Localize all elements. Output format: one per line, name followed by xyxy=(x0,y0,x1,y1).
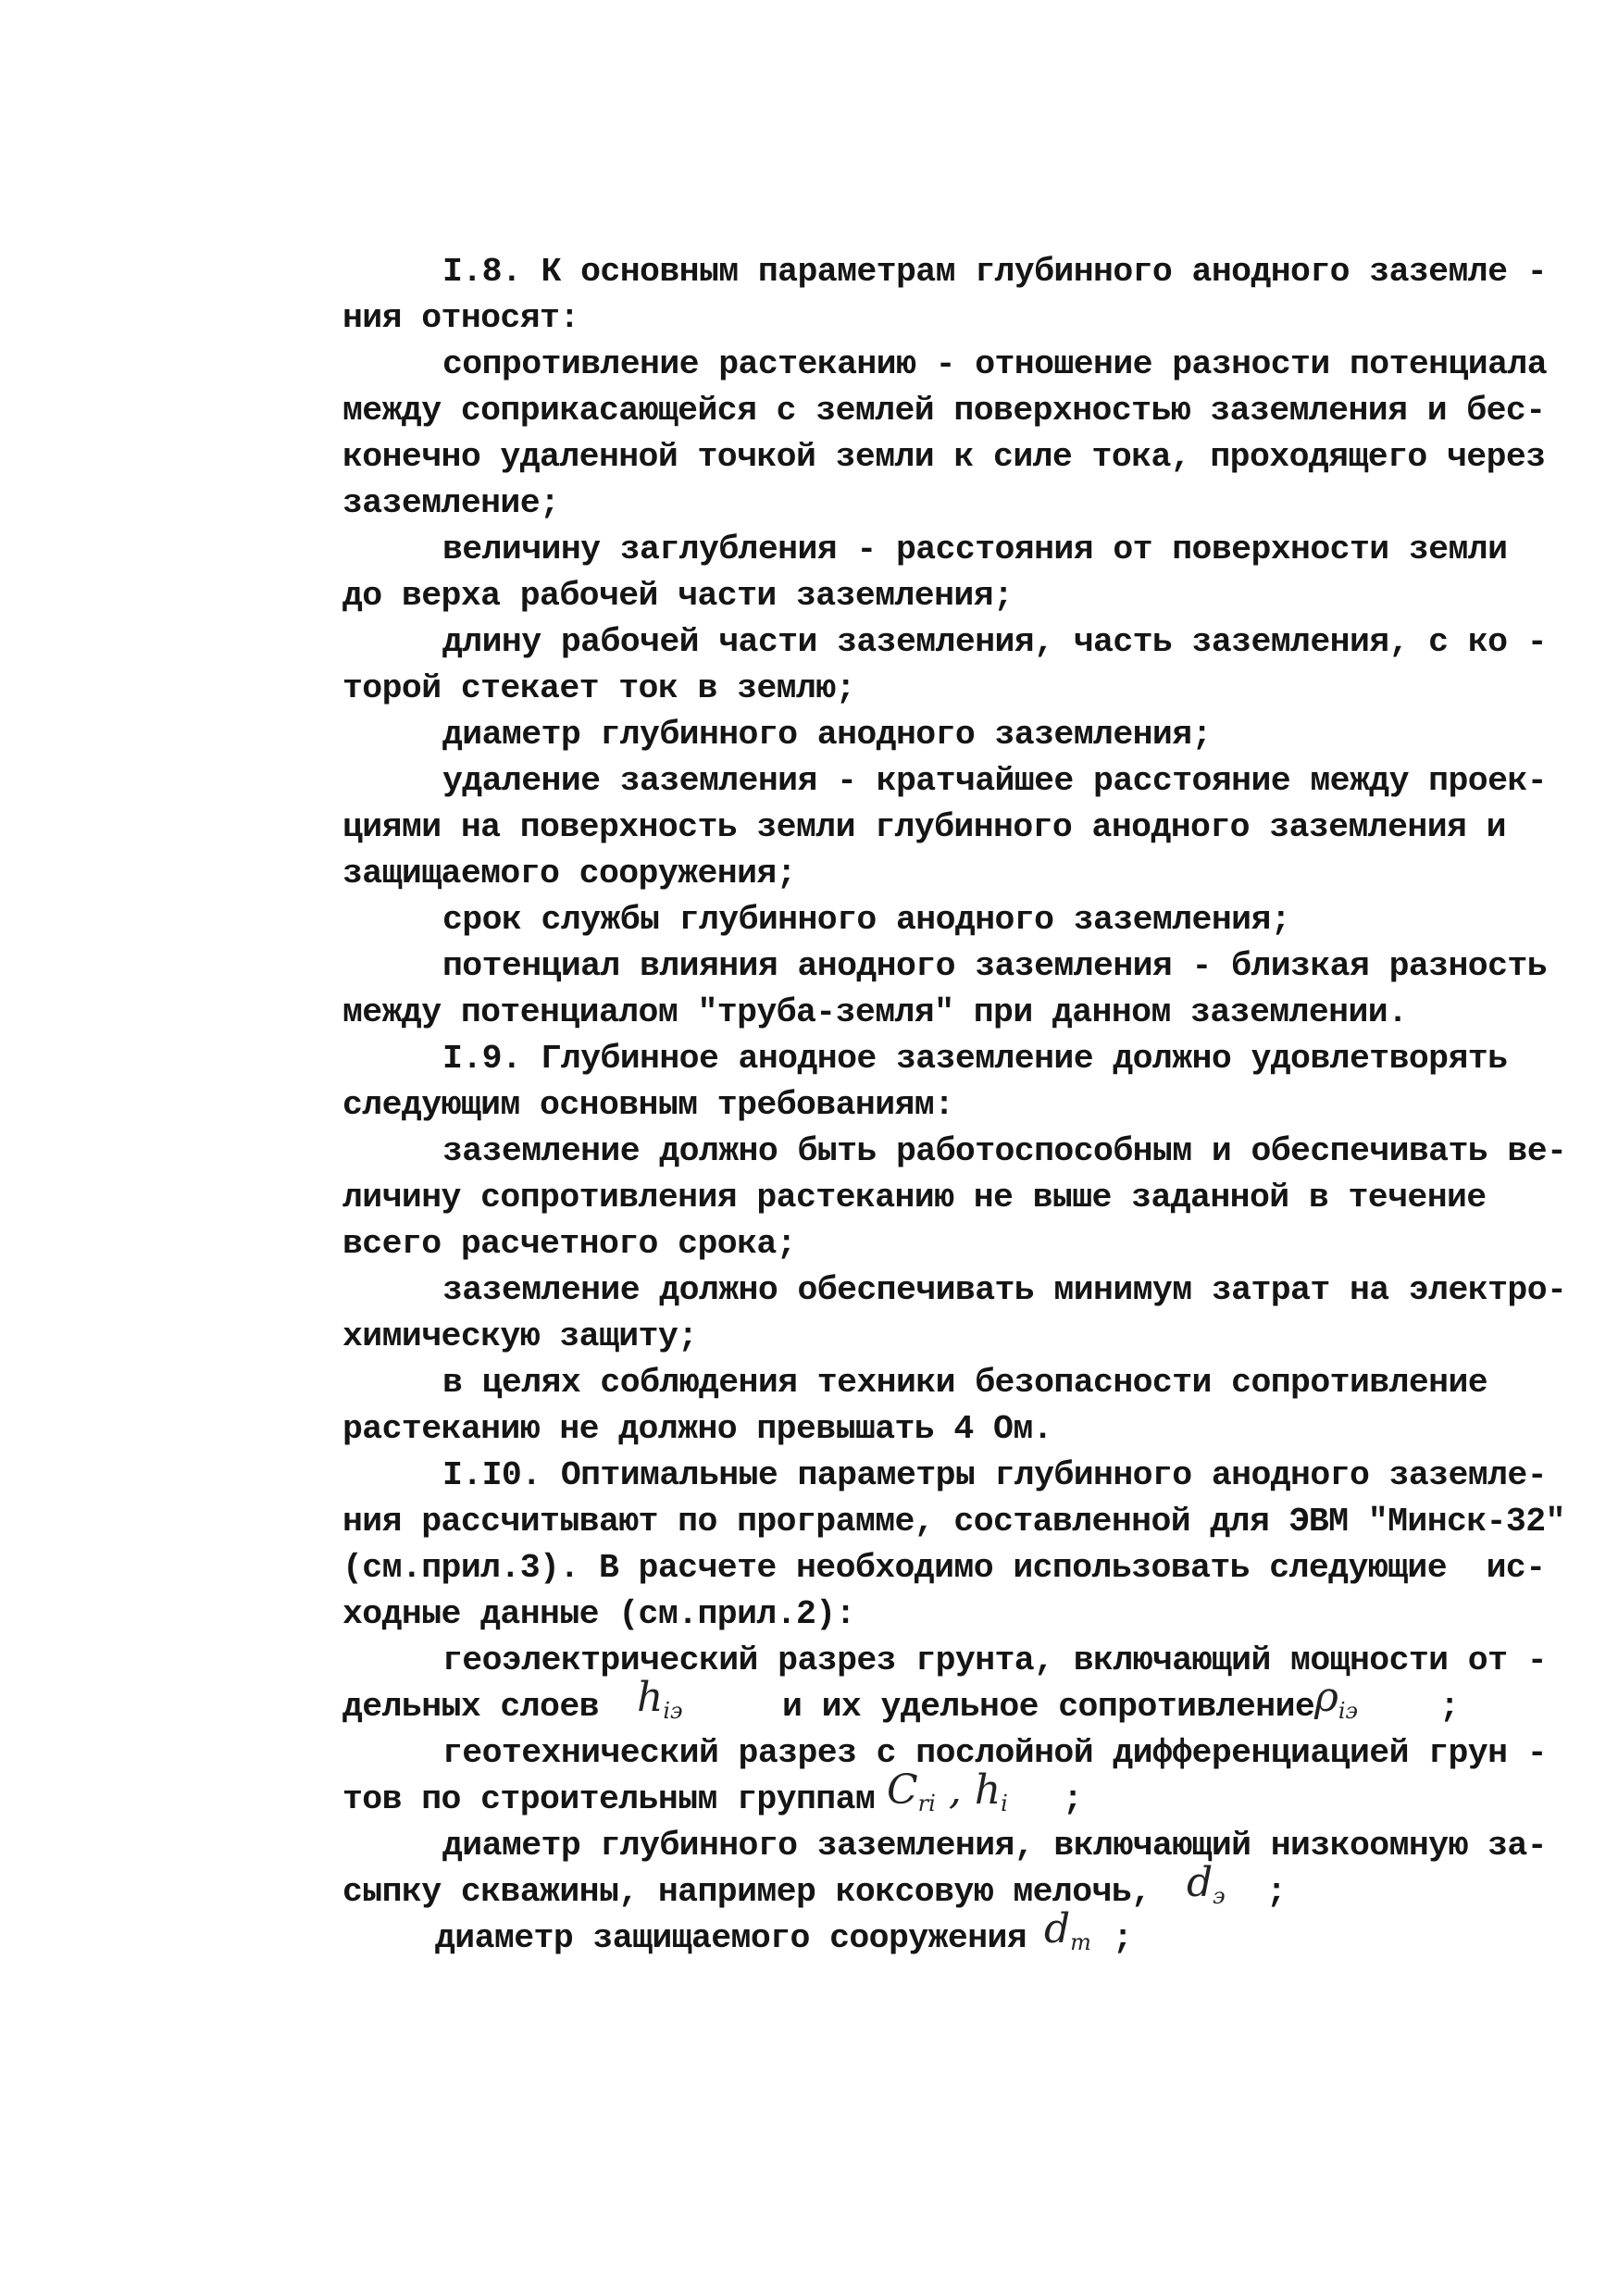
text-line: диаметр защищаемого сооружения xyxy=(435,1919,1027,1957)
text-line: геоэлектрический разрез грунта, включающий мощности от - xyxy=(442,1641,1548,1679)
text-line: сыпку скважины, например коксовую мелочь, xyxy=(342,1873,1151,1911)
formula-d-t: $d_т$ xyxy=(1044,1905,1091,1955)
text-line: между соприкасающейся с землей поверхностью заземления и бес- xyxy=(342,392,1546,430)
text-line: и их удельное сопротивление xyxy=(782,1688,1315,1726)
formula-rho-ie: $\rho_{iэ}$ xyxy=(1314,1674,1358,1724)
text-line: ; xyxy=(1266,1873,1287,1911)
text-line: заземление; xyxy=(342,484,560,522)
text-line: I.9. Глубинное анодное заземление должно удовлетворять xyxy=(442,1040,1508,1078)
text-line: заземление должно быть работоспособным и обеспечивать ве- xyxy=(442,1132,1567,1170)
text-line: растеканию не должно превышать 4 Ом. xyxy=(342,1410,1052,1448)
text-line: диаметр глубинного заземления, включающий низкоомную за- xyxy=(442,1827,1548,1865)
text-line: заземление должно обеспечивать минимум затрат на электро- xyxy=(442,1271,1567,1309)
text-line: ; xyxy=(1113,1919,1133,1957)
formula-c-ri-h-i: $C_{ri}$ , $h_i$ xyxy=(887,1766,1008,1816)
text-line: дельных слоев xyxy=(342,1688,599,1726)
text-line: ния относят: xyxy=(342,299,579,337)
text-line: диаметр глубинного анодного заземления; xyxy=(442,716,1212,754)
text-line: I.8. К основным параметрам глубинного анодного заземле - xyxy=(442,253,1548,291)
text-line: тов по строительным группам xyxy=(342,1780,876,1818)
text-line: торой стекает ток в землю; xyxy=(342,669,855,707)
text-line: защищаемого сооружения; xyxy=(342,855,796,892)
text-line: всего расчетного срока; xyxy=(342,1225,796,1263)
text-line: потенциал влияния анодного заземления - близкая разность xyxy=(442,947,1548,985)
text-line: между потенциалом "труба-земля" при данном заземлении. xyxy=(342,993,1408,1031)
text-line: химическую защиту; xyxy=(342,1317,698,1355)
text-line: ; xyxy=(1439,1688,1460,1726)
text-line: циями на поверхность земли глубинного анодного заземления и xyxy=(342,808,1506,846)
text-line: ния рассчитывают по программе, составленной для ЭВМ "Минск-32" xyxy=(342,1503,1565,1541)
formula-d-e: $d_э$ xyxy=(1187,1859,1226,1909)
text-line: до верха рабочей части заземления; xyxy=(342,577,1014,615)
text-line: следующим основным требованиям: xyxy=(342,1086,954,1124)
text-line: конечно удаленной точкой земли к силе тока, проходящего через xyxy=(342,438,1546,476)
text-line: I.I0. Оптимальные параметры глубинного анодного заземле- xyxy=(442,1456,1548,1494)
formula-h-ie: $h_{iэ}$ xyxy=(637,1674,683,1724)
text-line: сопротивление растеканию - отношение разности потенциала xyxy=(442,345,1548,383)
text-line: удаление заземления - кратчайшее расстояние между проек- xyxy=(442,762,1548,800)
text-line: ; xyxy=(1063,1780,1083,1818)
text-line: (см.прил.3). В расчете необходимо использовать следующие ис- xyxy=(342,1549,1546,1587)
text-line: в целях соблюдения техники безопасности сопротивление xyxy=(442,1364,1488,1402)
text-line: длину рабочей части заземления, часть заземления, с ко - xyxy=(442,623,1548,661)
text-line: личину сопротивления растеканию не выше заданной в течение xyxy=(342,1179,1487,1217)
text-line: срок службы глубинного анодного заземления; xyxy=(442,901,1291,939)
text-line: геотехнический разрез с послойной дифференциацией грун - xyxy=(442,1734,1548,1772)
text-line: величину заглубления - расстояния от поверхности земли xyxy=(442,530,1508,568)
text-line: ходные данные (см.прил.2): xyxy=(342,1595,855,1633)
